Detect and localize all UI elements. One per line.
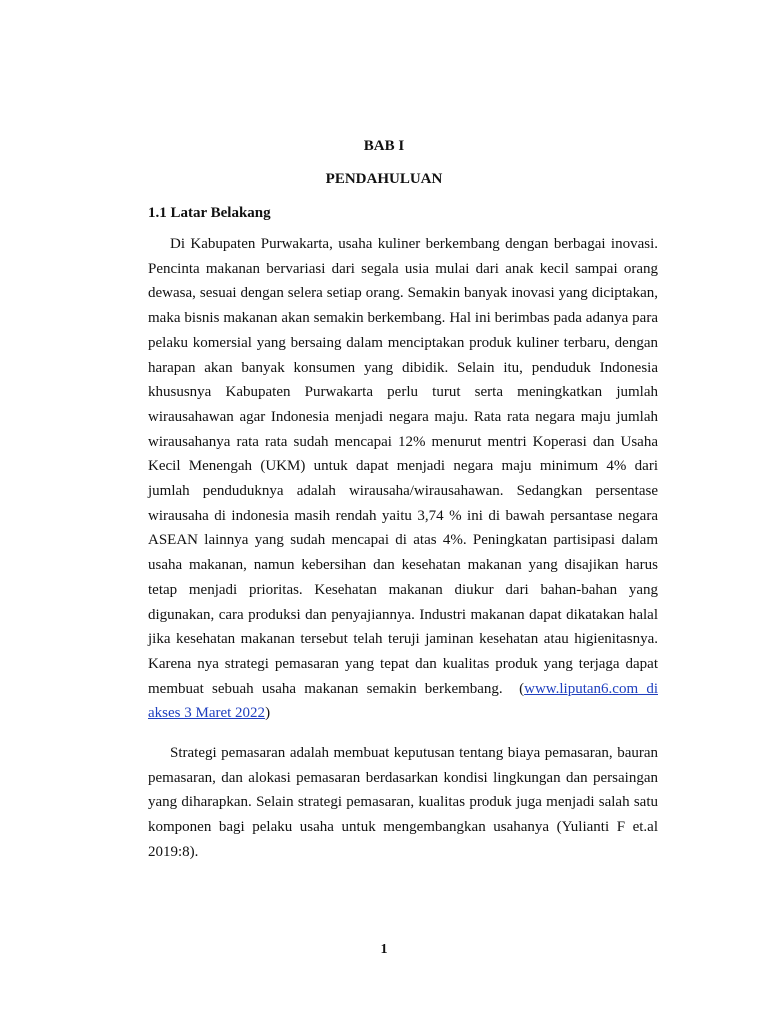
paragraph-marketing-strategy: Strategi pemasaran adalah membuat keputusan tentang biaya pemasaran, bauran pemasaran, dan alokasi pemasaran berdasarkan kondisi lingkungan dan persaingan yang diharapkan. Selain strategi pemasaran, kualitas produk juga menjadi salah satu komponen bagi pelaku usaha untuk mengembangkan usahanya (Yulianti F et.al 2019:8). (148, 745, 658, 860)
chapter-title: PENDAHULUAN (325, 171, 443, 187)
page-number: 1 (380, 942, 388, 957)
chapter-number: BAB I (363, 138, 405, 154)
citation-link[interactable]: www.liputan6.com di akses 3 Maret 2022 (148, 680, 658, 722)
citation-open-paren: ( (519, 680, 525, 697)
section-heading: 1.1 Latar Belakang (148, 205, 271, 221)
paragraph-background-text: Di Kabupaten Purwakarta, usaha kuliner berkembang dengan berbagai inovasi. Pencinta makanan bervariasi dari segala usia mulai dari anak kecil sampai orang dewasa, sesuai dengan selera setiap orang. Semakin banyak inovasi yang diciptakan, maka bisnis makanan akan semakin berkembang. Hal ini berimbas pada adanya para pelaku komersial yang bersaing dalam menciptakan produk kuliner terbaru, dengan harapan akan banyak konsumen yang dibidik. Selain itu, penduduk Indonesia khususnya Kabupaten Purwakarta perlu turut serta meningkatkan jumlah wirausahawan agar Indonesia menjadi negara maju. Rata rata negara maju jumlah wirausahanya rata rata sudah mencapai 12% menurut mentri Koperasi dan Usaha Kecil Menengah (UKM) untuk dapat menjadi negara maju minimum 4% dari jumlah penduduknya adalah wirausaha/wirausahawan. Sedangkan persentase wirausaha di indonesia masih rendah yaitu 3,74 % ini di bawah persantase negara ASEAN lainnya yang sudah mencapai di atas 4%. Peningkatan partisipasi dalam usaha makanan, namun kebersihan dan kesehatan makanan yang disajikan harus tetap menjadi prioritas. Kesehatan makanan diukur dari bahan-bahan yang digunakan, cara produksi dan penyajiannya. Industri makanan dapat dikatakan halal jika kesehatan makanan tersebut telah teruji jaminan kesehatan atau higienitasnya. Karena nya strategi pemasaran yang tepat dan kualitas produk yang terjaga dapat membuat sebuah usaha makanan semakin berkembang. (148, 236, 658, 697)
citation-close-paren: ) (265, 705, 271, 722)
paragraph-background (148, 232, 658, 726)
